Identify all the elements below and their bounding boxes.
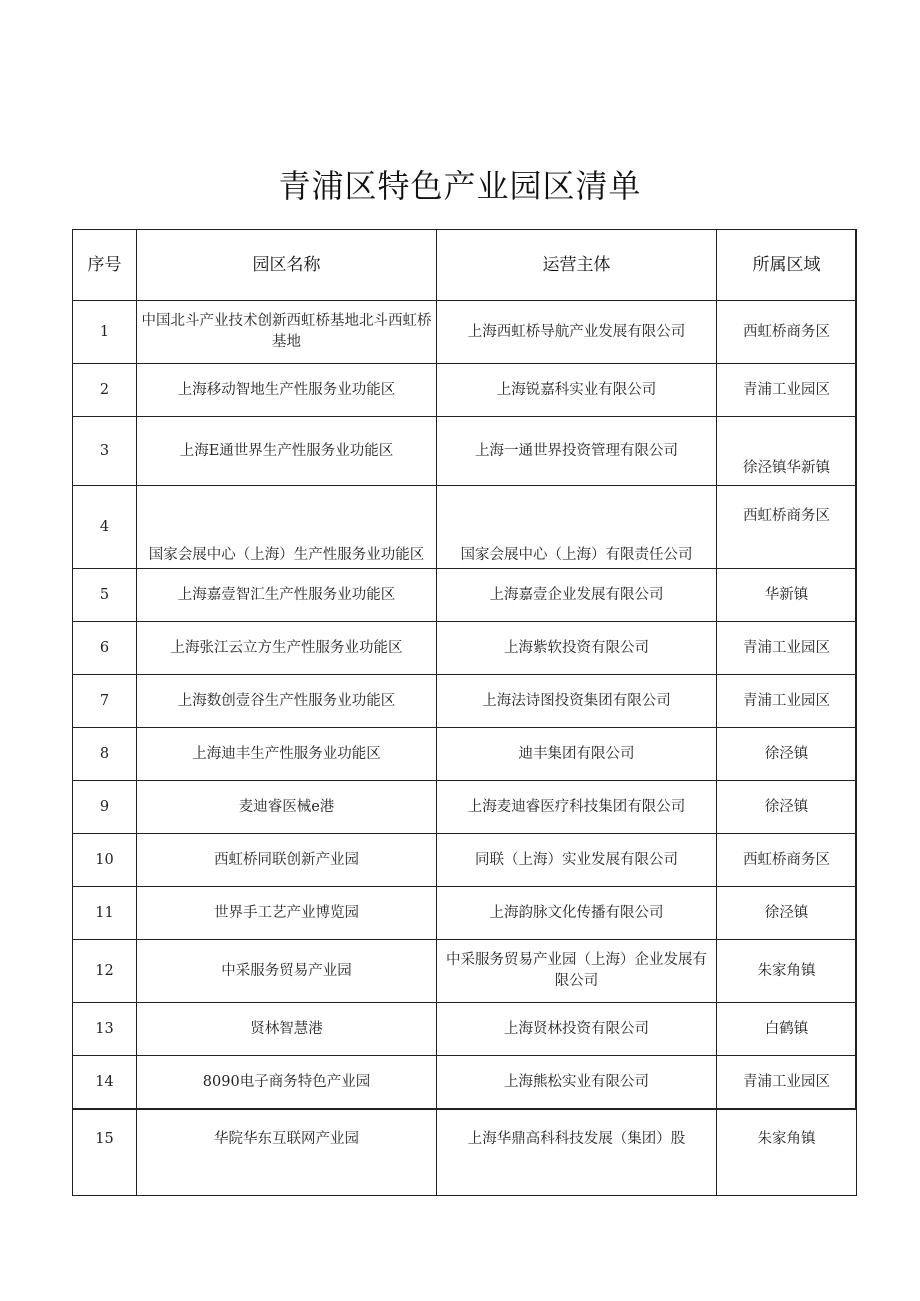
row-operator: 上海一通世界投资管理有限公司	[437, 417, 717, 486]
row-area: 白鹤镇	[717, 1003, 857, 1056]
park-table	[72, 229, 857, 1196]
table-row	[73, 417, 857, 486]
row-operator: 中采服务贸易产业园（上海）企业发展有限公司	[437, 940, 717, 1003]
table-header-row	[73, 230, 857, 301]
row-area: 青浦工业园区	[717, 675, 857, 728]
row-area: 朱家角镇	[717, 1109, 857, 1196]
table-row	[73, 675, 857, 728]
row-area: 徐泾镇华新镇	[717, 417, 857, 486]
table-row	[73, 486, 857, 569]
row-operator: 上海麦迪睿医疗科技集团有限公司	[437, 781, 717, 834]
table-row	[73, 569, 857, 622]
row-name: 上海迪丰生产性服务业功能区	[137, 728, 437, 781]
header-name: 园区名称	[137, 230, 437, 301]
row-name: 国家会展中心（上海）生产性服务业功能区	[137, 486, 437, 569]
row-num: 6	[73, 622, 137, 675]
header-num: 序号	[73, 230, 137, 301]
row-operator: 上海西虹桥导航产业发展有限公司	[437, 301, 717, 364]
row-name: 上海移动智地生产性服务业功能区	[137, 364, 437, 417]
row-operator: 上海紫软投资有限公司	[437, 622, 717, 675]
table-row	[73, 364, 857, 417]
row-name: 8090电子商务特色产业园	[137, 1056, 437, 1109]
row-operator: 上海嘉壹企业发展有限公司	[437, 569, 717, 622]
row-area: 朱家角镇	[717, 940, 857, 1003]
row-operator: 国家会展中心（上海）有限责任公司	[437, 486, 717, 569]
row-num: 8	[73, 728, 137, 781]
row-operator: 上海熊松实业有限公司	[437, 1056, 717, 1109]
row-name: 上海嘉壹智汇生产性服务业功能区	[137, 569, 437, 622]
row-area: 青浦工业园区	[717, 622, 857, 675]
table-row	[73, 622, 857, 675]
row-name: 麦迪睿医械e港	[137, 781, 437, 834]
table-row	[73, 1003, 857, 1056]
row-area: 徐泾镇	[717, 728, 857, 781]
row-num: 13	[73, 1003, 137, 1056]
table-row	[73, 781, 857, 834]
table-row	[73, 1109, 857, 1196]
row-num: 10	[73, 834, 137, 887]
table-row	[73, 301, 857, 364]
header-operator: 运营主体	[437, 230, 717, 301]
row-num: 5	[73, 569, 137, 622]
row-operator: 上海法诗图投资集团有限公司	[437, 675, 717, 728]
row-operator: 上海韵脉文化传播有限公司	[437, 887, 717, 940]
row-num: 12	[73, 940, 137, 1003]
table-row	[73, 887, 857, 940]
row-area: 徐泾镇	[717, 781, 857, 834]
row-name: 上海数创壹谷生产性服务业功能区	[137, 675, 437, 728]
row-area: 青浦工业园区	[717, 1056, 857, 1109]
row-num: 15	[73, 1109, 137, 1196]
row-num: 2	[73, 364, 137, 417]
row-area: 西虹桥商务区	[717, 834, 857, 887]
row-name: 贤林智慧港	[137, 1003, 437, 1056]
row-area: 青浦工业园区	[717, 364, 857, 417]
row-operator: 迪丰集团有限公司	[437, 728, 717, 781]
page-title: 青浦区特色产业园区清单	[278, 167, 642, 205]
table-row	[73, 834, 857, 887]
row-name: 华院华东互联网产业园	[137, 1109, 437, 1196]
row-area: 西虹桥商务区	[717, 301, 857, 364]
table-row	[73, 1056, 857, 1109]
row-area: 徐泾镇	[717, 887, 857, 940]
row-num: 11	[73, 887, 137, 940]
row-num: 1	[73, 301, 137, 364]
park-list-table	[72, 229, 856, 1147]
row-name: 世界手工艺产业博览园	[137, 887, 437, 940]
table-row	[73, 940, 857, 1003]
row-operator: 上海锐嘉科实业有限公司	[437, 364, 717, 417]
row-operator: 同联（上海）实业发展有限公司	[437, 834, 717, 887]
row-num: 14	[73, 1056, 137, 1109]
row-name: 中采服务贸易产业园	[137, 940, 437, 1003]
row-num: 7	[73, 675, 137, 728]
row-operator: 上海贤林投资有限公司	[437, 1003, 717, 1056]
row-operator: 上海华鼎高科科技发展（集团）股	[437, 1109, 717, 1196]
row-name: 中国北斗产业技术创新西虹桥基地北斗西虹桥基地	[137, 301, 437, 364]
row-area: 西虹桥商务区	[717, 486, 857, 569]
row-name: 上海张江云立方生产性服务业功能区	[137, 622, 437, 675]
row-num: 3	[73, 417, 137, 486]
header-area: 所属区域	[717, 230, 857, 301]
row-num: 9	[73, 781, 137, 834]
row-name: 上海E通世界生产性服务业功能区	[137, 417, 437, 486]
table-row	[73, 728, 857, 781]
row-area: 华新镇	[717, 569, 857, 622]
row-name: 西虹桥同联创新产业园	[137, 834, 437, 887]
row-num: 4	[73, 486, 137, 569]
